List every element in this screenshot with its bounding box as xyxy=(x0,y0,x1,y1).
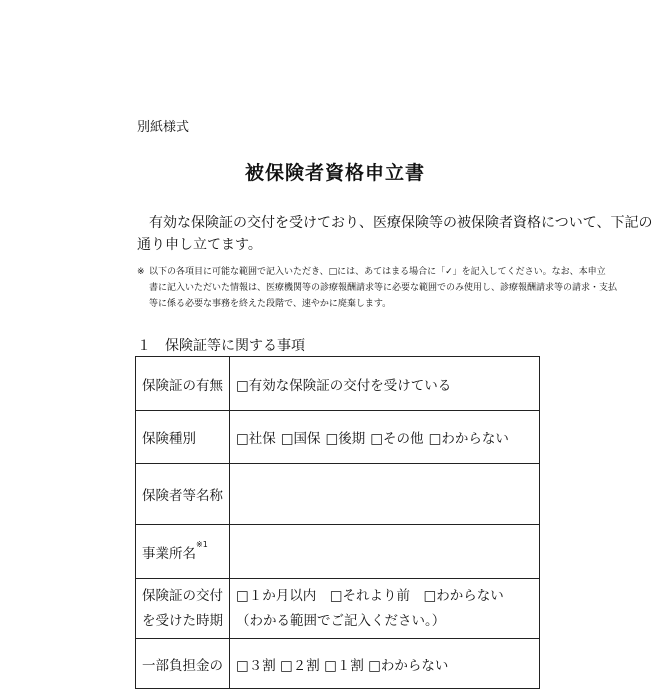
row-label: 保険種別 xyxy=(136,411,230,464)
row-value[interactable]: □有効な保険証の交付を受けている xyxy=(230,357,540,411)
issue-time-options[interactable] xyxy=(230,579,540,639)
form-label: 別紙様式 xyxy=(137,120,190,135)
table-row xyxy=(136,411,540,464)
note-text xyxy=(149,264,618,312)
table-row xyxy=(136,639,540,689)
intro-paragraph xyxy=(137,212,653,256)
row-label-line: を受けた時期 xyxy=(142,612,223,629)
row-label: 保険者等名称 xyxy=(136,464,230,525)
row-label: 一部負担金の xyxy=(136,639,230,689)
table-row xyxy=(136,357,540,411)
intro-line: 有効な保険証の交付を受けており、医療保険等の被保険者資格について、下記の xyxy=(149,215,653,231)
notes-block xyxy=(137,264,618,312)
issue-time-choices[interactable]: □１か月以内 □それより前 □わからない xyxy=(236,587,504,604)
option-unknown-checkbox[interactable]: □わからない xyxy=(428,431,509,447)
row-label xyxy=(136,579,230,639)
option-kokuho-checkbox[interactable]: □国保 xyxy=(280,431,321,447)
note-mark: ※ xyxy=(137,267,145,277)
table-row xyxy=(136,579,540,639)
section-heading: １ 保険証等に関する事項 xyxy=(137,338,305,354)
footnote-ref: ※1 xyxy=(196,539,208,549)
option-other-checkbox[interactable]: □その他 xyxy=(370,431,424,447)
note-line: 等に係る必要な事務を終えた段階で、速やかに廃棄します。 xyxy=(149,299,392,309)
row-label-text: 事業所名 xyxy=(142,545,196,562)
copay-options[interactable]: □３割 □２割 □１割 □わからない xyxy=(230,639,540,689)
insurer-name-field[interactable] xyxy=(230,464,540,525)
option-kouki-checkbox[interactable]: □後期 xyxy=(325,431,366,447)
insurance-table xyxy=(135,356,540,689)
row-label: 保険証の有無 xyxy=(136,357,230,411)
document-title: 被保険者資格申立書 xyxy=(244,162,425,184)
row-label xyxy=(136,525,230,579)
intro-line: 通り申し立てます。 xyxy=(137,237,262,253)
table-row xyxy=(136,464,540,525)
issue-time-hint: （わかる範囲でご記入ください。） xyxy=(236,612,446,629)
option-shaho-checkbox[interactable]: □社保 xyxy=(236,431,276,447)
table-row xyxy=(136,525,540,579)
office-name-field[interactable] xyxy=(230,525,540,579)
row-label-line: 保険証の交付 xyxy=(142,587,223,604)
note-line: 以下の各項目に可能な範囲で記入いただき、□には、あてはまる場合に「✓」を記入してください。なお、本申立 xyxy=(149,267,606,277)
insurance-type-options xyxy=(230,411,540,464)
note-line: 書に記入いただいた情報は、医療機関等の診療報酬請求等に必要な範囲でのみ使用し、診療報酬請求等の請求・支払 xyxy=(149,283,618,293)
